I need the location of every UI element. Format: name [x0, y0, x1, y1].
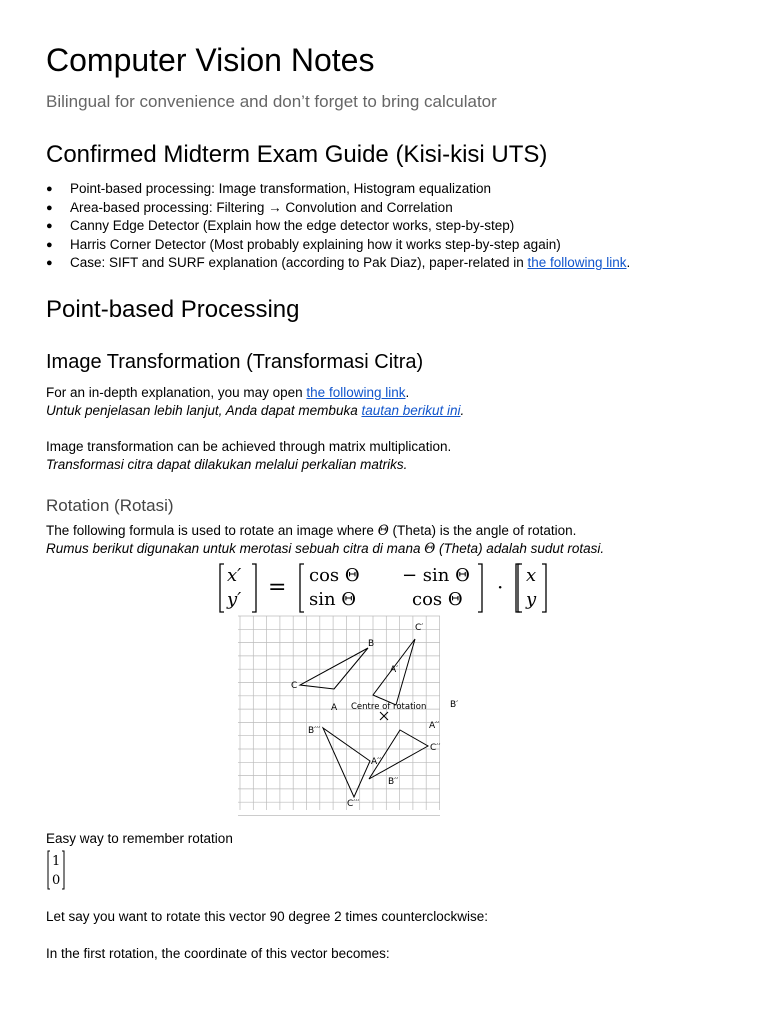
bracket-right-icon	[542, 564, 546, 612]
guide-list	[46, 180, 630, 273]
transform-open-line-id: Untuk penjelasan lebih lanjut, Anda dapat membuka tautan berikut ini.	[46, 403, 465, 418]
label-b3: B′′′	[308, 726, 321, 736]
bracket-left-icon	[48, 851, 50, 889]
label-a3: A′′′	[371, 757, 384, 767]
label-a2: A′′	[429, 721, 440, 731]
first-rotation-text: In the first rotation, the coordinate of this vector becomes:	[46, 946, 390, 961]
rotation-diagram	[238, 616, 459, 810]
matrix-text-id: Transformasi citra dapat dilakukan melalui perkalian matriks.	[46, 457, 408, 472]
triangle-a2b2c2	[369, 730, 428, 779]
label-c2: C′′	[430, 743, 441, 753]
dot-sign: ·	[497, 575, 504, 599]
list-item: ● Area-based processing: Filtering → Convolution and Correlation	[46, 199, 630, 218]
cos-label: cos Θ	[309, 565, 360, 586]
guide-heading: Confirmed Midterm Exam Guide (Kisi-kisi UTS)	[46, 141, 548, 168]
equals-sign: =	[268, 575, 287, 600]
list-item: ● Point-based processing: Image transformation, Histogram equalization	[46, 180, 630, 199]
point-heading: Point-based Processing	[46, 296, 300, 323]
doc-subtitle: Bilingual for convenience and don’t forget to bring calculator	[46, 92, 497, 111]
transform-open-line: For an in-depth explanation, you may open the following link.	[46, 385, 410, 400]
transform-link-id[interactable]: tautan berikut ini	[361, 403, 461, 418]
list-item: ● Case: SIFT and SURF explanation (according to Pak Diaz), paper-related in the following link.	[46, 254, 630, 273]
label-b1: B′	[450, 700, 459, 710]
bullet-icon: ●	[46, 201, 53, 214]
label-c: C	[291, 681, 298, 691]
bullet-icon: ●	[46, 257, 53, 269]
x-label: x	[526, 565, 537, 586]
matrix-text-en: Image transformation can be achieved through matrix multiplication.	[46, 439, 452, 454]
unit-vector	[46, 850, 68, 890]
vector-top: 1	[52, 854, 61, 869]
rotation-formula-en: The following formula is used to rotate an image where Θ (Theta) is the angle of rotation.	[46, 523, 577, 539]
bracket-right-icon	[252, 564, 256, 612]
label-a1: A′	[390, 665, 399, 675]
label-c1: C′	[415, 623, 424, 633]
let-say-text: Let say you want to rotate this vector 90 degree 2 times counterclockwise:	[46, 909, 488, 924]
bracket-left-icon	[518, 564, 522, 612]
sift-surf-link[interactable]: the following link	[527, 255, 627, 270]
centre-label: Centre of rotation	[351, 702, 427, 712]
easy-rotation-text: Easy way to remember rotation	[46, 831, 233, 846]
xy-vector	[514, 560, 550, 616]
bullet-icon: ●	[46, 183, 53, 195]
bullet-icon: ●	[46, 220, 53, 232]
bracket-right-icon	[62, 851, 64, 889]
bracket-left-icon	[220, 564, 224, 612]
y-label: y	[526, 589, 537, 610]
list-item: ● Harris Corner Detector (Most probably explaining how it works step-by-step again)	[46, 236, 630, 255]
bullet-icon: ●	[46, 238, 53, 251]
bracket-right-icon	[478, 564, 482, 612]
bracket-left-icon	[300, 564, 304, 612]
y-prime-label: y′	[227, 589, 242, 610]
x-prime-label: x′	[227, 565, 242, 586]
centre-cross-icon	[380, 712, 388, 720]
cos2-label: cos Θ	[412, 589, 463, 610]
rotation-equation	[170, 560, 510, 616]
neg-sin-label: − sin Θ	[402, 565, 470, 586]
label-b2: B′′	[388, 777, 399, 787]
label-c3: C′′′	[347, 799, 360, 809]
list-item: ● Canny Edge Detector (Explain how the edge detector works, step-by-step)	[46, 217, 630, 236]
rotation-heading: Rotation (Rotasi)	[46, 496, 174, 515]
vector-bottom: 0	[52, 873, 61, 888]
transform-heading: Image Transformation (Transformasi Citra)	[46, 351, 424, 373]
label-a: A	[331, 703, 338, 713]
transform-link[interactable]: the following link	[306, 385, 406, 400]
rotation-formula-id: Rumus berikut digunakan untuk merotasi sebuah citra di mana Θ (Theta) adalah sudut rotasi.	[46, 541, 605, 557]
doc-title: Computer Vision Notes	[46, 42, 375, 78]
sin-label: sin Θ	[309, 589, 357, 610]
label-b: B	[368, 639, 375, 649]
